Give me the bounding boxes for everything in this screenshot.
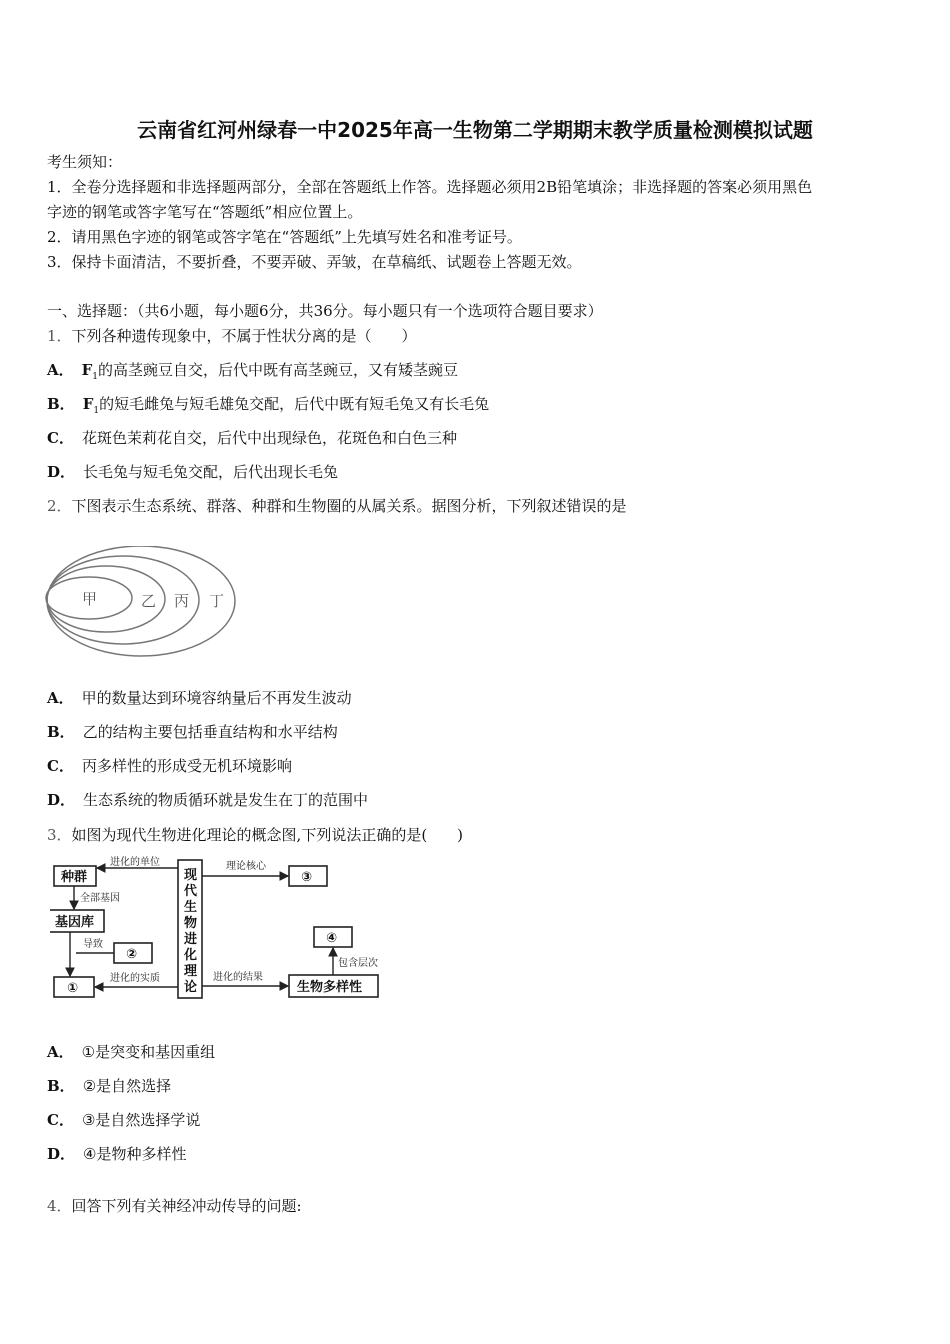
- option-label: C．: [47, 757, 74, 775]
- label-allgenes: 全部基因: [80, 893, 120, 904]
- option-text: ①是突变和基因重组: [81, 1043, 216, 1061]
- question-number: 2．: [47, 497, 72, 515]
- option-label: A．: [47, 361, 74, 379]
- label-jia: 甲: [82, 590, 98, 608]
- label-unit: 进化的单位: [110, 857, 160, 868]
- q3-option-b: [47, 1076, 171, 1096]
- question-3: [47, 825, 463, 845]
- f1-subscript: 1: [93, 406, 100, 416]
- section-heading: 一、选择题：（共6小题，每小题6分，共36分。每小题只有一个选项符合题目要求）: [47, 302, 603, 320]
- q3-option-d: [47, 1144, 186, 1164]
- notice-line-1: 1．全卷分选择题和非选择题两部分，全部在答题纸上作答。选择题必须用2B铅笔填涂；非选择题的答案必须用黑色: [47, 178, 813, 196]
- option-label: D．: [47, 1145, 76, 1163]
- option-text: 乙的结构主要包括垂直结构和水平结构: [82, 723, 338, 741]
- question-stem: 如图为现代生物进化理论的概念图,下列说法正确的是( ): [71, 826, 464, 844]
- center-char-4: 物: [184, 916, 198, 931]
- option-text: ③是自然选择学说: [81, 1111, 201, 1129]
- label-circle-1: ①: [67, 981, 79, 996]
- option-label: D．: [47, 463, 76, 481]
- q3-option-c: [47, 1110, 200, 1130]
- center-char-3: 生: [184, 900, 198, 915]
- f1-letter: F: [82, 395, 94, 413]
- option-text: ②是自然选择: [82, 1077, 172, 1095]
- page-title: 云南省红河州绿春一中2025年高一生物第二学期期末教学质量检测模拟试题: [137, 118, 813, 142]
- question-1: [47, 326, 417, 346]
- center-char-5: 进: [184, 932, 198, 947]
- q1-option-a: [47, 360, 458, 387]
- option-text: 生态系统的物质循环就是发生在丁的范围中: [83, 791, 369, 809]
- q1-option-d: [47, 462, 338, 482]
- option-label: B．: [47, 395, 75, 413]
- center-char-8: 论: [184, 980, 198, 995]
- label-bing: 丙: [174, 592, 190, 610]
- label-result: 进化的结果: [213, 972, 263, 983]
- center-char-6: 化: [184, 948, 198, 963]
- label-core: 理论核心: [226, 861, 266, 872]
- option-label: A．: [47, 689, 74, 707]
- label-yi: 乙: [141, 592, 157, 610]
- option-label: B．: [47, 723, 75, 741]
- q2-option-c: [47, 756, 292, 776]
- evolution-concept-map: [50, 854, 390, 1004]
- option-text: 甲的数量达到环境容纳量后不再发生波动: [81, 689, 352, 707]
- notice-line-2: 2．请用黑色字迹的钢笔或答字笔在“答题纸”上先填写姓名和准考证号。: [47, 228, 522, 246]
- question-stem: 回答下列有关神经冲动传导的问题:: [71, 1197, 302, 1215]
- option-text: 的短毛雌兔与短毛雄兔交配，后代中既有短毛兔又有长毛兔: [99, 395, 490, 413]
- label-circle-2: ②: [126, 947, 138, 962]
- center-char-1: 现: [184, 868, 198, 883]
- question-stem: 下图表示生态系统、群落、种群和生物圈的从属关系。据图分析，下列叙述错误的是: [71, 497, 627, 515]
- question-4: [47, 1196, 302, 1216]
- q2-option-b: [47, 722, 338, 742]
- option-text: 花斑色茉莉花自交，后代中出现绿色，花斑色和白色三种: [81, 429, 457, 447]
- option-text: 丙多样性的形成受无机环境影响: [81, 757, 292, 775]
- q1-option-c: [47, 428, 457, 448]
- question-number: 3．: [47, 826, 72, 844]
- label-levels: 包含层次: [338, 958, 378, 969]
- nested-ellipses-figure: [44, 546, 244, 662]
- question-stem: 下列各种遗传现象中，不属于性状分离的是（ ）: [71, 327, 417, 345]
- option-text: ④是物种多样性: [83, 1145, 187, 1163]
- option-label: C．: [47, 429, 74, 447]
- option-label: D．: [47, 791, 76, 809]
- center-char-2: 代: [184, 884, 198, 899]
- question-number: 1．: [47, 327, 72, 345]
- label-circle-3: ③: [301, 870, 313, 885]
- option-label: A．: [47, 1043, 74, 1061]
- option-label: C．: [47, 1111, 74, 1129]
- notice-line-3: 3．保持卡面清洁，不要折叠，不要弄破、弄皱，在草稿纸、试题卷上答题无效。: [47, 253, 582, 271]
- label-lead: 导致: [83, 939, 103, 950]
- label-jiyinku: 基因库: [55, 915, 95, 930]
- label-diversity: 生物多样性: [297, 980, 363, 995]
- q2-option-a: [47, 688, 352, 708]
- f1-subscript: 1: [92, 372, 99, 382]
- q3-option-a: [47, 1042, 215, 1062]
- option-text: 长毛兔与短毛兔交配，后代出现长毛兔: [83, 463, 339, 481]
- label-circle-4: ④: [326, 931, 338, 946]
- option-text: 的高茎豌豆自交，后代中既有高茎豌豆，又有矮茎豌豆: [98, 361, 459, 379]
- label-ding: 丁: [209, 592, 225, 610]
- center-char-7: 理: [184, 964, 198, 979]
- label-zhongqun: 种群: [61, 870, 88, 885]
- option-label: B．: [47, 1077, 75, 1095]
- notice-line-1b: 字迹的钢笔或答字笔写在“答题纸”相应位置上。: [47, 203, 363, 221]
- q2-option-d: [47, 790, 368, 810]
- q1-option-b: [47, 394, 489, 421]
- question-2: [47, 496, 627, 516]
- label-essence: 进化的实质: [110, 973, 160, 984]
- notice-heading: 考生须知：: [47, 153, 123, 171]
- f1-letter: F: [81, 361, 93, 379]
- question-number: 4．: [47, 1197, 72, 1215]
